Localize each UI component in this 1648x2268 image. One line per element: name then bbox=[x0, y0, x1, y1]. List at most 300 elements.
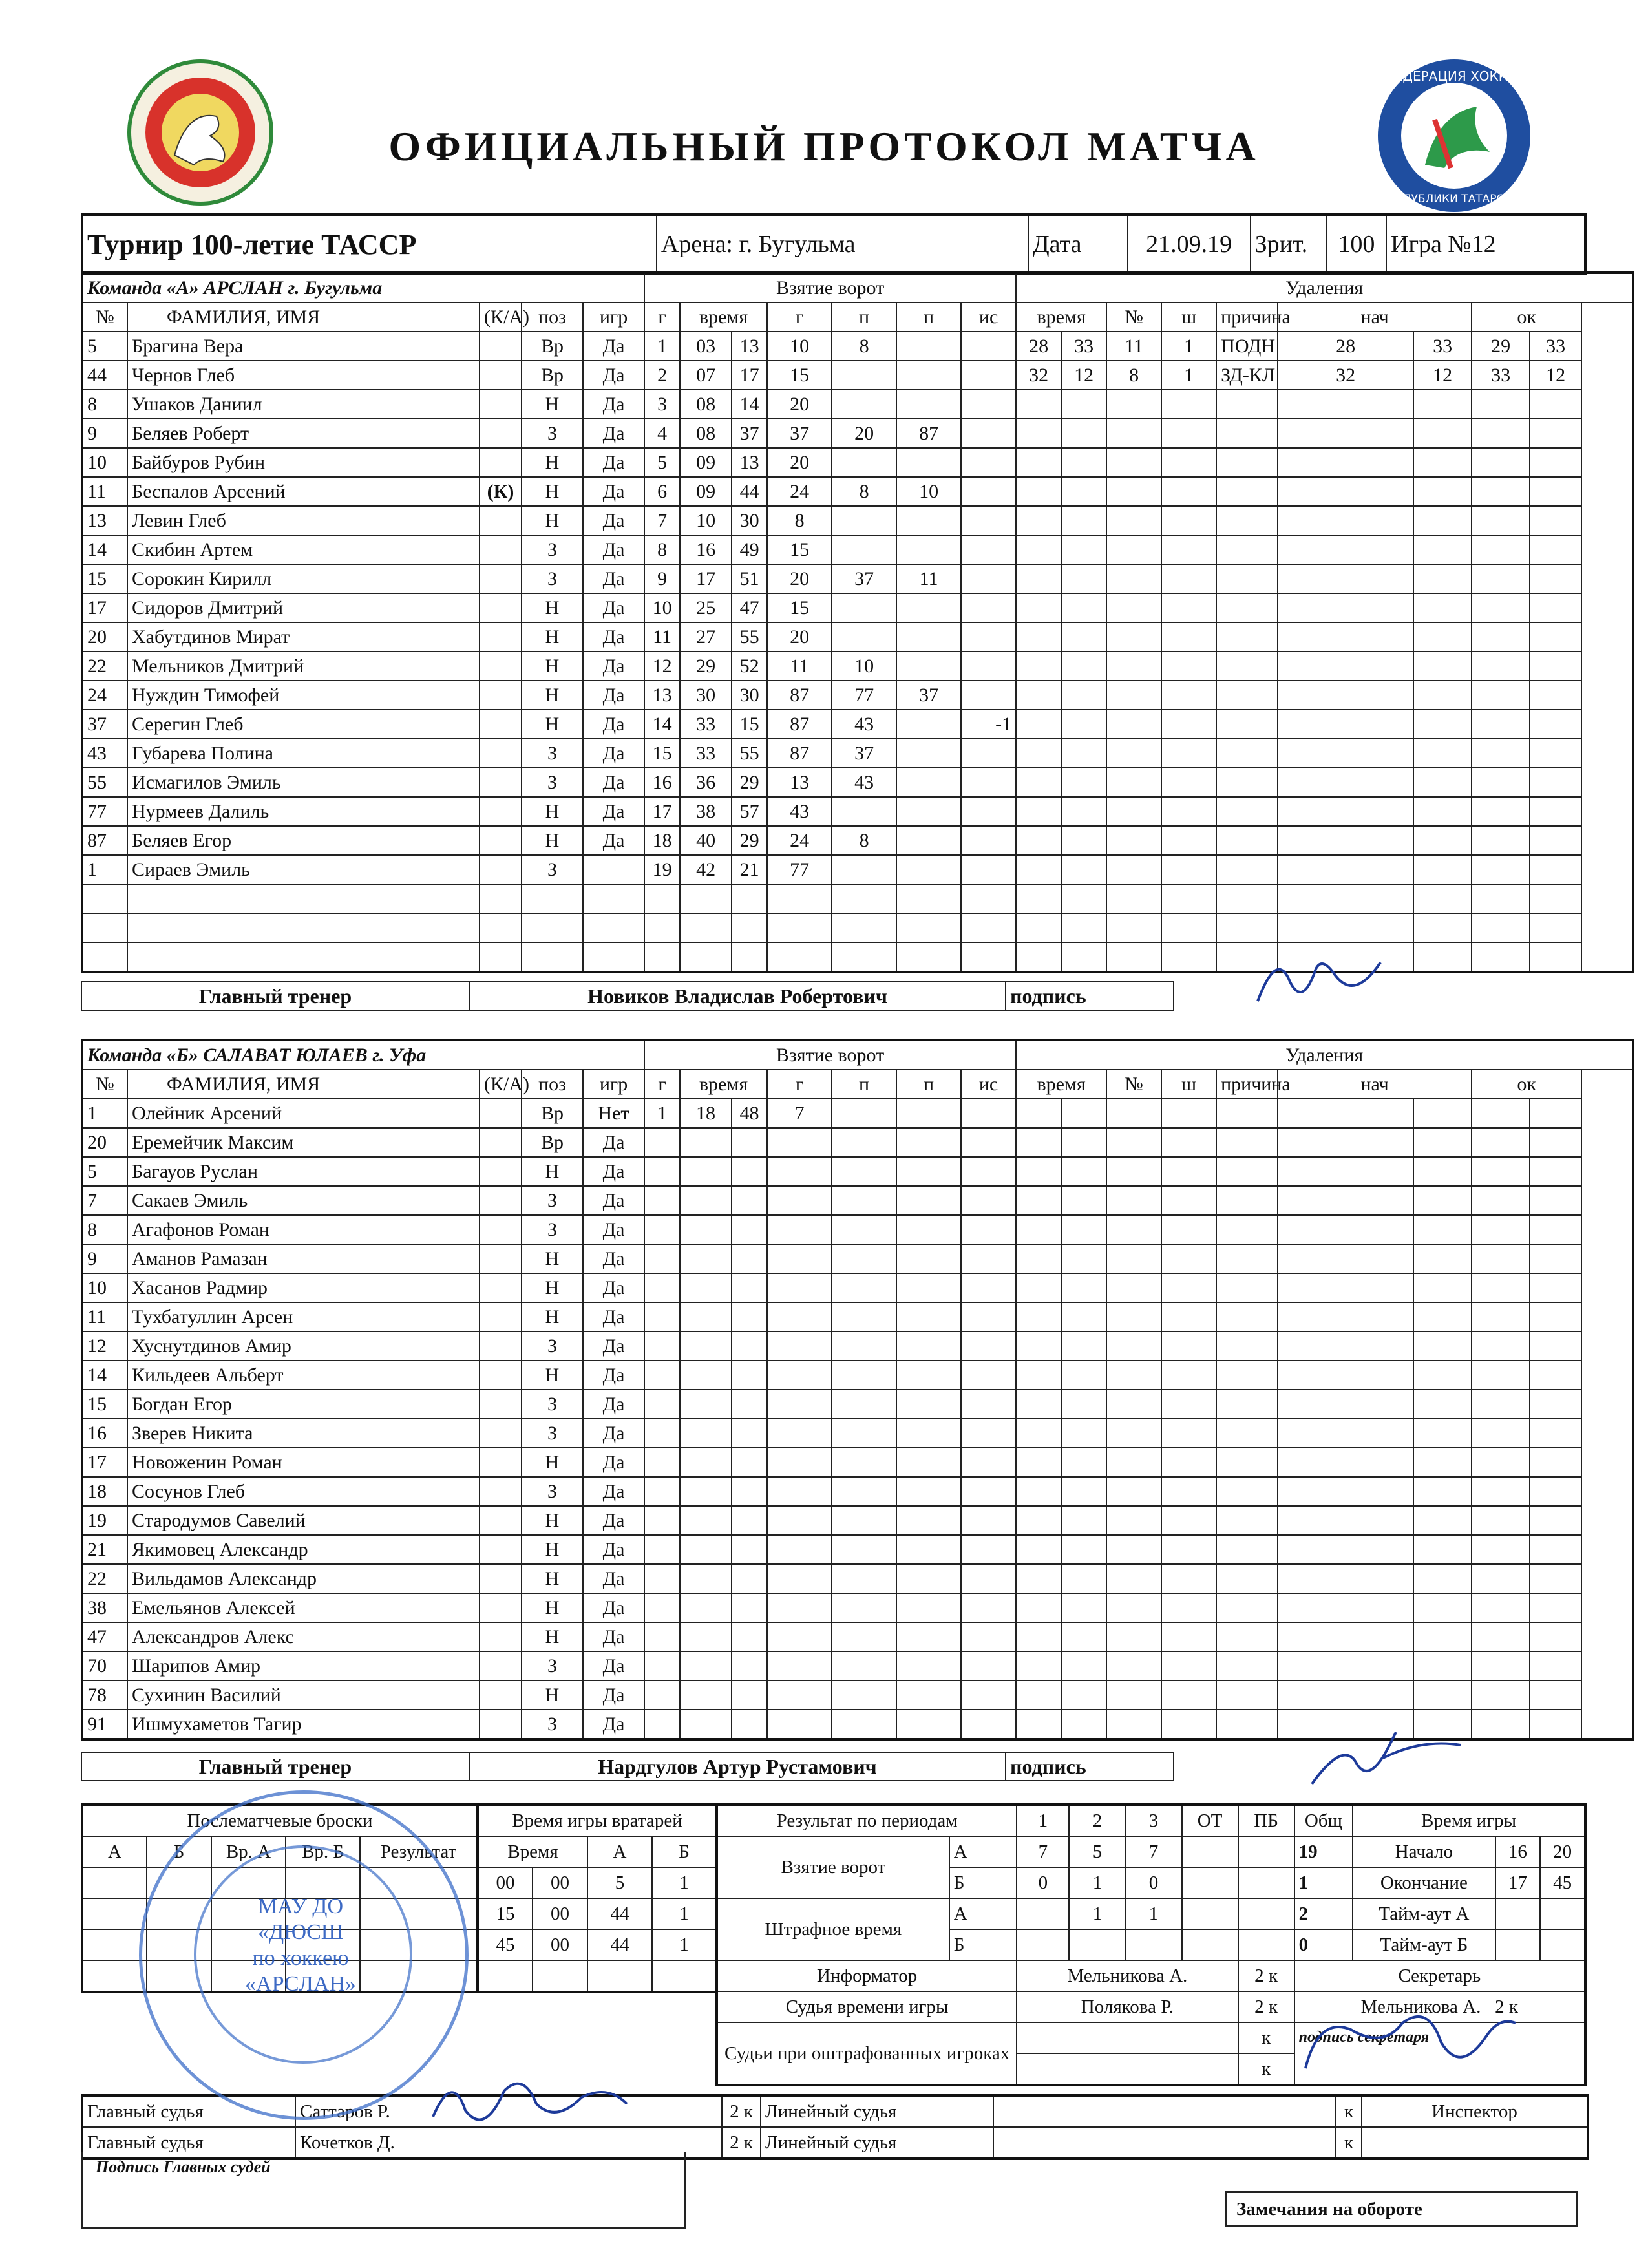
goal-scorer: 20 bbox=[767, 564, 832, 593]
goal-scorer bbox=[767, 1331, 832, 1361]
linesman-label: Линейный судья bbox=[761, 2095, 993, 2127]
period-value: 7 bbox=[1126, 1836, 1182, 1867]
player-played bbox=[583, 855, 644, 884]
captain-mark bbox=[480, 390, 522, 419]
penalty-second bbox=[1061, 390, 1106, 419]
goal-scorer bbox=[767, 1535, 832, 1564]
goal-number bbox=[644, 1128, 680, 1157]
goal-situation bbox=[961, 681, 1016, 710]
penalty-minutes bbox=[1161, 942, 1216, 972]
penalty-player bbox=[1106, 390, 1161, 419]
assist-1 bbox=[832, 913, 896, 942]
player-number: 14 bbox=[82, 535, 127, 564]
player-position: Н bbox=[522, 1448, 583, 1477]
captain-mark bbox=[480, 1710, 522, 1739]
assist-2 bbox=[896, 1593, 961, 1622]
captain-mark bbox=[480, 1302, 522, 1331]
penalty-second bbox=[1061, 1157, 1106, 1186]
penalty-minutes bbox=[1161, 1419, 1216, 1448]
penalty-start-min bbox=[1278, 1622, 1413, 1651]
penalty-second bbox=[1061, 1506, 1106, 1535]
penalty-minute bbox=[1016, 913, 1061, 942]
goal-minute bbox=[680, 1593, 732, 1622]
player-played: Да bbox=[583, 652, 644, 681]
captain-mark bbox=[480, 768, 522, 797]
player-position: Н bbox=[522, 593, 583, 622]
k-mark: к bbox=[1268, 1966, 1278, 1986]
penalty-end-min bbox=[1472, 1273, 1530, 1302]
captain-mark bbox=[480, 564, 522, 593]
penalty-end-min bbox=[1472, 913, 1530, 942]
player-number: 22 bbox=[82, 652, 127, 681]
penalty-minute bbox=[1016, 1186, 1061, 1215]
assist-2 bbox=[896, 1331, 961, 1361]
goal-situation bbox=[961, 1273, 1016, 1302]
player-played: Да bbox=[583, 1448, 644, 1477]
player-number: 77 bbox=[82, 797, 127, 826]
player-position: Н bbox=[522, 1564, 583, 1593]
player-position: Н bbox=[522, 1157, 583, 1186]
penalty-minute bbox=[1016, 768, 1061, 797]
penalty-end-sec bbox=[1530, 1273, 1581, 1302]
assist-2 bbox=[896, 593, 961, 622]
player-position bbox=[522, 884, 583, 913]
assist-1 bbox=[832, 1331, 896, 1361]
signature-icon bbox=[1251, 956, 1445, 1008]
assist-2 bbox=[896, 361, 961, 390]
col-header-time: время bbox=[680, 302, 767, 332]
player-position: З bbox=[522, 1215, 583, 1244]
goal-minute: 16 bbox=[680, 535, 732, 564]
penalty-player bbox=[1106, 1710, 1161, 1739]
penalty-second bbox=[1061, 535, 1106, 564]
goal-scorer bbox=[767, 1302, 832, 1331]
player-position: З bbox=[522, 1477, 583, 1506]
goal-second bbox=[732, 1710, 767, 1739]
col-header-start: нач bbox=[1278, 1070, 1472, 1099]
player-row bbox=[82, 1361, 1633, 1390]
col-header-p2: п bbox=[896, 302, 961, 332]
captain-mark bbox=[480, 506, 522, 535]
captain-mark bbox=[480, 1535, 522, 1564]
stamp-text bbox=[194, 1894, 407, 1997]
period-value: 1 bbox=[1069, 1898, 1125, 1929]
penalty-start-sec bbox=[1413, 1593, 1472, 1622]
goal-number: 5 bbox=[644, 448, 680, 477]
goal-minute: 09 bbox=[680, 448, 732, 477]
penalty-start-sec bbox=[1413, 1302, 1472, 1331]
goal-minute: 33 bbox=[680, 710, 732, 739]
penalty-minute bbox=[1016, 1215, 1061, 1244]
captain-mark bbox=[480, 332, 522, 361]
goal-minute bbox=[680, 1128, 732, 1157]
penalty-second bbox=[1061, 419, 1106, 448]
penalty-minute bbox=[1016, 1680, 1061, 1710]
penalty-start-sec: 33 bbox=[1413, 332, 1472, 361]
player-played: Да bbox=[583, 1622, 644, 1651]
penalty-end-min bbox=[1472, 1186, 1530, 1215]
date-label: Дата bbox=[1028, 215, 1128, 274]
penalty-start-min bbox=[1278, 1593, 1413, 1622]
penalty-start-sec bbox=[1413, 1331, 1472, 1361]
captain-mark bbox=[480, 1390, 522, 1419]
player-number: 9 bbox=[82, 419, 127, 448]
penalty-player bbox=[1106, 448, 1161, 477]
player-name: Сакаев Эмиль bbox=[127, 1186, 480, 1215]
penalty-start-min bbox=[1278, 1157, 1413, 1186]
goal-situation bbox=[961, 419, 1016, 448]
penalty-player bbox=[1106, 1302, 1161, 1331]
penalty-minutes bbox=[1161, 477, 1216, 506]
goal-number bbox=[644, 1361, 680, 1390]
captain-mark bbox=[480, 797, 522, 826]
penalty-minutes bbox=[1161, 593, 1216, 622]
assist-1 bbox=[832, 1622, 896, 1651]
goal-second: 47 bbox=[732, 593, 767, 622]
shootout-col: А bbox=[82, 1836, 147, 1867]
player-played: Да bbox=[583, 1302, 644, 1331]
assist-2 bbox=[896, 1099, 961, 1128]
captain-mark bbox=[480, 681, 522, 710]
player-number: 24 bbox=[82, 681, 127, 710]
player-position: Н bbox=[522, 622, 583, 652]
goal-minute bbox=[680, 1273, 732, 1302]
goal-second bbox=[732, 884, 767, 913]
total-value: 1 bbox=[1294, 1867, 1353, 1898]
goal-second bbox=[732, 913, 767, 942]
player-played: Да bbox=[583, 622, 644, 652]
shootout-col: Результат bbox=[360, 1836, 478, 1867]
player-name: Беляев Роберт bbox=[127, 419, 480, 448]
ref2-k: 2 bbox=[730, 2132, 739, 2153]
period-value bbox=[1126, 1929, 1182, 1960]
penalty-end-min: 29 bbox=[1472, 332, 1530, 361]
goal-second: 13 bbox=[732, 448, 767, 477]
period-value bbox=[1182, 1867, 1238, 1898]
player-position: Вр bbox=[522, 361, 583, 390]
penalty-minute bbox=[1016, 1390, 1061, 1419]
signature-icon bbox=[1305, 1726, 1474, 1790]
penalty-end-sec bbox=[1530, 390, 1581, 419]
penalty-minute bbox=[1016, 1448, 1061, 1477]
penalty-end-min bbox=[1472, 1390, 1530, 1419]
goal-scorer bbox=[767, 1361, 832, 1390]
penalty-end-sec bbox=[1530, 826, 1581, 855]
goal-number: 11 bbox=[644, 622, 680, 652]
assist-2: 87 bbox=[896, 419, 961, 448]
assist-2 bbox=[896, 1710, 961, 1739]
goal-number bbox=[644, 1506, 680, 1535]
penalty-reason bbox=[1216, 1622, 1278, 1651]
col-header-reason: причина bbox=[1216, 302, 1278, 332]
player-number: 7 bbox=[82, 1186, 127, 1215]
col-header-num: № bbox=[82, 302, 127, 332]
goal-scorer bbox=[767, 1651, 832, 1680]
goalie-time-table bbox=[476, 1803, 718, 1993]
penalty-second bbox=[1061, 622, 1106, 652]
goal-number bbox=[644, 1477, 680, 1506]
player-row bbox=[82, 1651, 1633, 1680]
cell bbox=[1540, 1898, 1585, 1929]
goal-second: 17 bbox=[732, 361, 767, 390]
player-played: Да bbox=[583, 1680, 644, 1710]
penalty-player bbox=[1106, 1128, 1161, 1157]
penalty-player bbox=[1106, 652, 1161, 681]
assist-1 bbox=[832, 1535, 896, 1564]
penalty-end-min bbox=[1472, 1506, 1530, 1535]
penalty-second bbox=[1061, 826, 1106, 855]
penalty-end-sec bbox=[1530, 1157, 1581, 1186]
col-header-gg: г bbox=[767, 1070, 832, 1099]
player-number: 78 bbox=[82, 1680, 127, 1710]
penalty-reason bbox=[1216, 593, 1278, 622]
arena: Арена: г. Бугульма bbox=[657, 215, 1028, 274]
penalty-end-sec bbox=[1530, 1244, 1581, 1273]
assist-1 bbox=[832, 942, 896, 972]
goal-scorer: 87 bbox=[767, 739, 832, 768]
assist-1 bbox=[832, 448, 896, 477]
penalty-second bbox=[1061, 1099, 1106, 1128]
assist-1: 8 bbox=[832, 332, 896, 361]
penalty-end-min: 33 bbox=[1472, 361, 1530, 390]
goal-scorer bbox=[767, 942, 832, 972]
player-position: З bbox=[522, 564, 583, 593]
penalty-start-sec bbox=[1413, 506, 1472, 535]
penalty-reason bbox=[1216, 652, 1278, 681]
period-col: ПБ bbox=[1238, 1805, 1294, 1836]
goal-number bbox=[644, 1390, 680, 1419]
penalty-start-sec bbox=[1413, 1535, 1472, 1564]
player-name: Александров Алекс bbox=[127, 1622, 480, 1651]
player-row bbox=[82, 855, 1633, 884]
gk-col-b: Б bbox=[652, 1836, 717, 1867]
assist-1 bbox=[832, 1361, 896, 1390]
goal-minute bbox=[680, 884, 732, 913]
penalty-start-min bbox=[1278, 710, 1413, 739]
penalty-start-min bbox=[1278, 1390, 1413, 1419]
penalty-end-min bbox=[1472, 1157, 1530, 1186]
player-name: Агафонов Роман bbox=[127, 1215, 480, 1244]
player-name: Левин Глеб bbox=[127, 506, 480, 535]
goal-scorer bbox=[767, 1390, 832, 1419]
player-row bbox=[82, 361, 1633, 390]
penalty-minutes bbox=[1161, 1564, 1216, 1593]
goal-number bbox=[644, 1244, 680, 1273]
penalty-start-sec bbox=[1413, 419, 1472, 448]
penalty-start-min bbox=[1278, 477, 1413, 506]
player-name: Багауов Руслан bbox=[127, 1157, 480, 1186]
col-header-pos: поз bbox=[522, 302, 583, 332]
penalty-reason bbox=[1216, 1244, 1278, 1273]
goal-number: 14 bbox=[644, 710, 680, 739]
penalty-end-min bbox=[1472, 652, 1530, 681]
player-position: З bbox=[522, 1331, 583, 1361]
penalties-header: Удаления bbox=[1016, 273, 1633, 302]
player-played bbox=[583, 913, 644, 942]
goal-situation bbox=[961, 1128, 1016, 1157]
penalty-minutes bbox=[1161, 652, 1216, 681]
goal-second bbox=[732, 1186, 767, 1215]
penalty-end-min bbox=[1472, 1622, 1530, 1651]
team-b-coach: Нардгулов Артур Рустамович bbox=[469, 1752, 1006, 1781]
col-header-end: ок bbox=[1472, 1070, 1581, 1099]
stamp-line: «ДЮСШ bbox=[257, 1920, 344, 1944]
penalty-end-min bbox=[1472, 1477, 1530, 1506]
player-row bbox=[82, 1680, 1633, 1710]
date-value: 21.09.19 bbox=[1128, 215, 1251, 274]
captain-mark bbox=[480, 1244, 522, 1273]
player-number: 21 bbox=[82, 1535, 127, 1564]
penalty-reason bbox=[1216, 1157, 1278, 1186]
captain-mark bbox=[480, 1622, 522, 1651]
player-played: Да bbox=[583, 419, 644, 448]
player-name: Аманов Рамазан bbox=[127, 1244, 480, 1273]
penalty-start-sec bbox=[1413, 1361, 1472, 1390]
penalty-minutes bbox=[1161, 1710, 1216, 1739]
penalty-start-min bbox=[1278, 1302, 1413, 1331]
penalty-second bbox=[1061, 1535, 1106, 1564]
penalty-end-sec bbox=[1530, 1680, 1581, 1710]
penalty-end-min bbox=[1472, 506, 1530, 535]
goal-second bbox=[732, 1215, 767, 1244]
penalty-end-sec bbox=[1530, 1564, 1581, 1593]
penalty-minute bbox=[1016, 419, 1061, 448]
assist-2 bbox=[896, 506, 961, 535]
penalty-end-min bbox=[1472, 826, 1530, 855]
player-position: Н bbox=[522, 1302, 583, 1331]
penalty-start-sec bbox=[1413, 1128, 1472, 1157]
end-label: Окончание bbox=[1353, 1867, 1495, 1898]
penalty-judge-1 bbox=[1017, 2022, 1238, 2053]
period-value bbox=[1238, 1898, 1294, 1929]
penalty-player bbox=[1106, 1244, 1161, 1273]
penalty-start-sec bbox=[1413, 797, 1472, 826]
penalty-end-min bbox=[1472, 1680, 1530, 1710]
goal-number: 3 bbox=[644, 390, 680, 419]
inspector-label: Инспектор bbox=[1362, 2095, 1588, 2127]
assist-1: 37 bbox=[832, 564, 896, 593]
penalty-reason bbox=[1216, 1331, 1278, 1361]
penalty-minutes bbox=[1161, 419, 1216, 448]
player-number: 38 bbox=[82, 1593, 127, 1622]
ref1-k: 2 bbox=[730, 2101, 739, 2122]
row-label: Штрафное время bbox=[717, 1898, 949, 1960]
penalty-minute bbox=[1016, 1477, 1061, 1506]
player-row bbox=[82, 1622, 1633, 1651]
penalty-end-sec: 12 bbox=[1530, 361, 1581, 390]
penalty-start-sec bbox=[1413, 1506, 1472, 1535]
penalty-minute: 32 bbox=[1016, 361, 1061, 390]
penalty-end-min bbox=[1472, 1535, 1530, 1564]
col-header-sh: ш bbox=[1161, 302, 1216, 332]
penalty-start-sec bbox=[1413, 564, 1472, 593]
goal-number bbox=[644, 1186, 680, 1215]
penalty-start-min bbox=[1278, 390, 1413, 419]
goal-situation bbox=[961, 826, 1016, 855]
penalty-player bbox=[1106, 564, 1161, 593]
timekeeper-name: Полякова Р. bbox=[1017, 1991, 1238, 2022]
player-row bbox=[82, 448, 1633, 477]
penalty-end-min bbox=[1472, 564, 1530, 593]
player-played: Да bbox=[583, 1506, 644, 1535]
penalty-minute bbox=[1016, 1128, 1061, 1157]
penalty-reason bbox=[1216, 739, 1278, 768]
goal-number bbox=[644, 1419, 680, 1448]
cell bbox=[1495, 1898, 1541, 1929]
goal-minute: 08 bbox=[680, 390, 732, 419]
player-name: Якимовец Александр bbox=[127, 1535, 480, 1564]
goal-number bbox=[644, 884, 680, 913]
total-value: 0 bbox=[1294, 1929, 1353, 1960]
player-number: 5 bbox=[82, 1157, 127, 1186]
penalty-start-min bbox=[1278, 1099, 1413, 1128]
penalty-start-min bbox=[1278, 1535, 1413, 1564]
assist-1 bbox=[832, 1186, 896, 1215]
captain-mark bbox=[480, 361, 522, 390]
penalty-end-min bbox=[1472, 390, 1530, 419]
penalty-start-sec bbox=[1413, 535, 1472, 564]
goal-situation bbox=[961, 448, 1016, 477]
assist-2 bbox=[896, 652, 961, 681]
penalty-reason bbox=[1216, 1564, 1278, 1593]
goal-situation bbox=[961, 1506, 1016, 1535]
assist-1 bbox=[832, 1448, 896, 1477]
assist-1 bbox=[832, 535, 896, 564]
penalty-minutes bbox=[1161, 1535, 1216, 1564]
assist-1 bbox=[832, 884, 896, 913]
goal-number: 1 bbox=[644, 332, 680, 361]
penalty-player bbox=[1106, 1331, 1161, 1361]
goal-minute bbox=[680, 1331, 732, 1361]
k-mark: к bbox=[743, 2101, 753, 2122]
penalty-end-sec bbox=[1530, 1477, 1581, 1506]
player-number: 70 bbox=[82, 1651, 127, 1680]
timekeeper-k bbox=[1238, 1991, 1294, 2022]
period-value: 0 bbox=[1126, 1867, 1182, 1898]
timekeeper-label: Судья времени игры bbox=[717, 1991, 1017, 2022]
penalty-end-sec bbox=[1530, 652, 1581, 681]
penalty-minute bbox=[1016, 448, 1061, 477]
captain-mark bbox=[480, 1506, 522, 1535]
penalty-minutes bbox=[1161, 884, 1216, 913]
player-position: Н bbox=[522, 506, 583, 535]
penalty-end-min bbox=[1472, 1448, 1530, 1477]
player-name: Богдан Егор bbox=[127, 1390, 480, 1419]
player-played: Да bbox=[583, 477, 644, 506]
player-row bbox=[82, 535, 1633, 564]
goal-minute: 36 bbox=[680, 768, 732, 797]
goal-number: 16 bbox=[644, 768, 680, 797]
goal-number bbox=[644, 1302, 680, 1331]
goal-scorer: 15 bbox=[767, 535, 832, 564]
player-position: Н bbox=[522, 1622, 583, 1651]
player-name: Тухбатуллин Арсен bbox=[127, 1302, 480, 1331]
goal-scorer bbox=[767, 1157, 832, 1186]
goal-minute bbox=[680, 1651, 732, 1680]
penalty-end-sec bbox=[1530, 913, 1581, 942]
player-number: 19 bbox=[82, 1506, 127, 1535]
penalty-minutes bbox=[1161, 710, 1216, 739]
penalty-start-sec bbox=[1413, 710, 1472, 739]
page-title: ОФИЦИАЛЬНЫЙ ПРОТОКОЛ МАТЧА bbox=[388, 123, 1260, 169]
goal-situation bbox=[961, 942, 1016, 972]
goal-second bbox=[732, 1419, 767, 1448]
spectators-label: Зрит. bbox=[1251, 215, 1327, 274]
period-value bbox=[1017, 1898, 1069, 1929]
captain-mark bbox=[480, 652, 522, 681]
col-header-name: ФАМИЛИЯ, ИМЯ bbox=[127, 1070, 480, 1099]
player-row bbox=[82, 506, 1633, 535]
